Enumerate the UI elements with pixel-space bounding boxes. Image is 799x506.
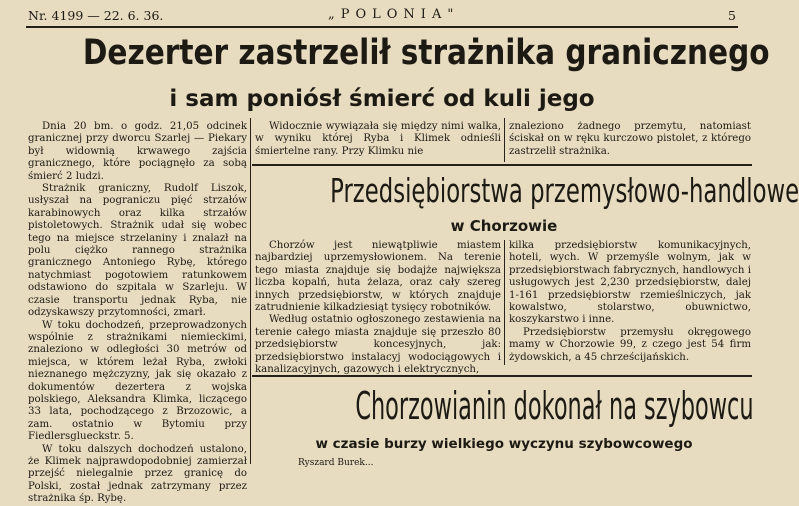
article2-subtitle: w Chorzowie (450, 217, 558, 235)
article2-column-1 (255, 240, 501, 376)
article1-column-1 (28, 121, 247, 505)
section-rule (252, 375, 752, 377)
column-divider (250, 118, 251, 464)
article2-paragraph: Chorzów jest niewątpliwie miastem najbardziej uprzemysłowionem. Na terenie tego miasta znajduje się bodajże największa liczba kopalń, huta żelaza, oraz cały szereg innych przedsiębiorstw, w których znajduje zatrudnienie kilkadziesiąt tysięcy robotników. (255, 240, 501, 314)
article3-title: Chorzowianin dokonał na szybowcu (355, 384, 754, 428)
article3-subtitle: w czasie burzy wielkiego wyczynu szybowcowego (315, 436, 693, 452)
article1-paragraph: W toku dalszych dochodzeń ustalono, że Klimek najprawdopodobniej zamierzał przejść nielegalnie przez granicę do Polski, został jednak zatrzymany przez strażnika śp. Rybę. (28, 443, 247, 505)
column-divider (504, 240, 505, 365)
article1-subheadline: i sam poniósł śmierć od kuli jego (169, 86, 595, 112)
article1-headline: Dezerter zastrzelił strażnika granicznego (82, 33, 770, 73)
article1-column-3 (509, 121, 751, 161)
article1-paragraph: Widocznie wywiązała się między nimi walka, w wyniku której Ryba i Klimek odnieśli śmiertelne rany. Przy Klimku nie (255, 121, 501, 157)
masthead-rule (26, 26, 738, 28)
article1-paragraph: Dnia 20 bm. o godz. 21,05 odcinek granicznej przy dworcu Szarlej — Piekary był widownią krwawego zajścia granicznego, które pociągnęło za sobą śmierć 2 ludzi. (28, 121, 247, 182)
article2-column-2 (509, 240, 751, 364)
article1-paragraph: Strażnik graniczny, Rudolf Liszok, usłyszał na pograniczu pięć strzałów karabinowych oraz kilka strzałów pistoletowych. Strażnik udał się wobec tego na miejsce strzelaniny i znalazł na polu ciężko rannego strażnika granicznego Antoniego Rybę, którego natychmiast pogotowiem ratunkowem odstawiono do szpitala w Szarleju. W czasie transportu jednak Ryba, nie odzyskawszy przytomności, zmarł. (28, 183, 247, 319)
masthead (28, 4, 736, 26)
article1-column-2 (255, 121, 501, 161)
article2-title: Przedsiębiorstwa przemysłowo-handlowe (330, 171, 799, 210)
issue-number: Nr. 4199 — 22. 6. 36. (28, 8, 164, 23)
article1-paragraph: W toku dochodzeń, przeprowadzonych wspólnie z strażnikami niemieckimi, znaleziono w odległości 30 metrów od miejsca, w którem leżał Ryba, zwłoki nieznanego mężczyzny, jak się okazało z dokumentów dezertera z wojska polskiego, Aleksandra Klimka, liczącego 33 lata, pochodzącego z Brzozowic, a zam. ostatnio w Bytomiu przy Fiedlersglueckstr. 5. (28, 319, 247, 443)
article2-paragraph: kilka przedsiębiorstw komunikacyjnych, hoteli, wych. W przemyśle wolnym, jak w przedsiębiorstwach fabrycznych, handlowych i usługowych jest 2,230 przedsiębiorstw, dalej 1-161 przedsiębiorstw rzemieślniczych, jak kowalstwo, stolarstwo, obuwnictwo, koszykarstwo i inne. (509, 240, 751, 326)
article2-paragraph: Według ostatnio ogłoszonego zestawienia na terenie całego miasta znajduje się przeszło 80 przedsiębiorstw koncesyjnych, jak: przedsiębiorstwo instalacyj wodociągowych i kanalizacyjnych, gazowych i elektrycznych, (255, 314, 501, 376)
column-divider (504, 118, 505, 162)
article3-lead (284, 457, 750, 468)
newspaper-title: „POLONIA" (328, 7, 460, 22)
article1-paragraph: znaleziono żadnego przemytu, natomiast ściskał on w ręku kurczowo pistolet, z którego zastrzelił strażnika. (509, 121, 751, 157)
article3-paragraph: Ryszard Burek... (298, 458, 374, 468)
article2-paragraph: Przedsiębiorstw przemysłu okręgowego mamy w Chorzowie 99, z czego jest 54 firm żydowskich, a 45 chrześcijańskich. (509, 326, 751, 363)
section-rule (252, 164, 752, 166)
page-number: 5 (728, 8, 736, 23)
